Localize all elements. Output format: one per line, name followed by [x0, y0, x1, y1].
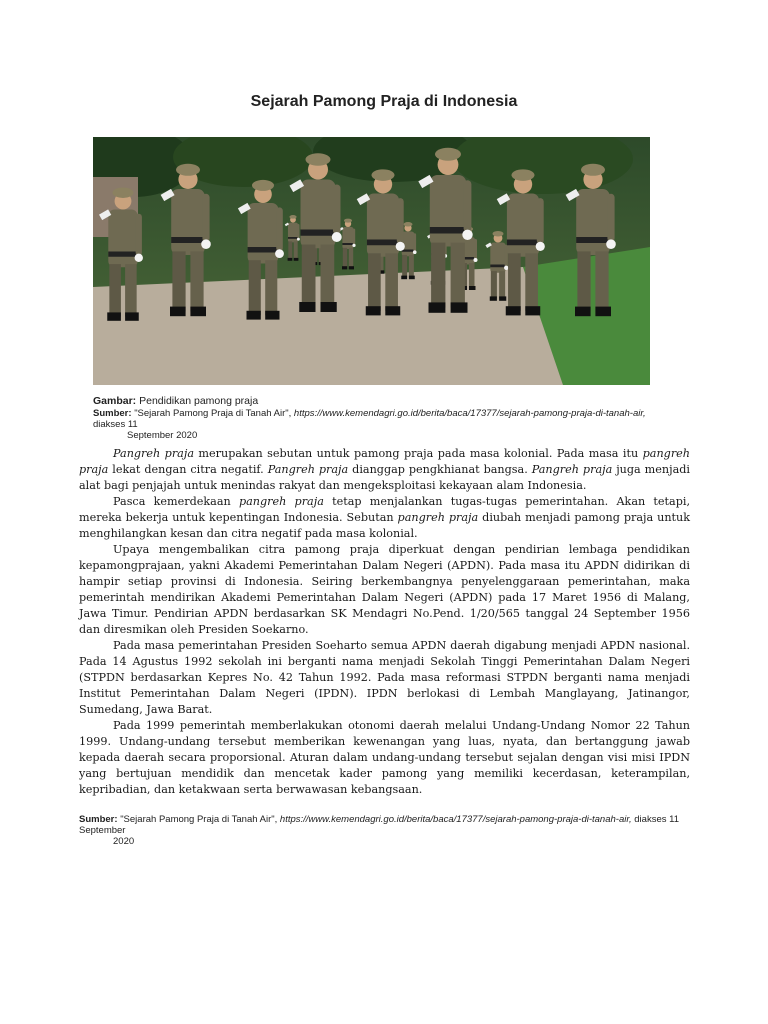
- footer-source-accessed: diakses 11 September: [79, 814, 679, 836]
- figure-caption: [93, 396, 673, 441]
- text-run: tetap menjalankan tugas-tugas pemerintahan. Akan tetapi, mereka bekerja untuk kepentingan Indonesia. Sebutan: [79, 495, 691, 524]
- text-run: Pasca kemerdekaan: [113, 495, 239, 508]
- document-title: Sejarah Pamong Praja di Indonesia: [250, 93, 518, 110]
- source-accessed-date: September 2020: [127, 430, 198, 441]
- footer-source: [79, 814, 694, 847]
- text-run: diubah menjadi pamong praja untuk menghilangkan kesan dan citra negatif pada masa kolonial.: [79, 511, 691, 540]
- source-url[interactable]: https://www.kemendagri.go.id/berita/baca/17377/sejarah-pamong-praja-di-tanah-air,: [293, 408, 646, 419]
- source-title: "Sejarah Pamong Praja di Tanah Air",: [134, 408, 292, 419]
- text-run: lekat dengan citra negatif.: [108, 463, 268, 476]
- paragraph-1: [79, 446, 690, 494]
- paragraph-3: Upaya mengembalikan citra pamong praja diperkuat dengan pendirian lembaga pendidikan kepamongprajaan, yakni Akademi Pemerintahan Dalam Negeri (APDN). Pada masa itu APDN didirikan di hampir setiap provinsi di Indonesia. Seiring berkembangnya penyelenggaraan pemerintahan, maka pemerintah mendirikan Akademi Pemerintahan Dalam Negeri (APDN) pada 17 Maret 1956 di Malang, Jawa Timur. Pendirian APDN berdasarkan SK Mendagri No.Pend. 1/20/565 tanggal 24 September 1956 dan diresmikan oleh Presiden Soekarno.: [79, 543, 690, 636]
- footer-source-year: 2020: [113, 836, 135, 847]
- text-run: juga menjadi alat bagi penjajah untuk menindas rakyat dan mengeksploitasi kekayaan alam Indonesia.: [79, 463, 690, 492]
- text-run: dianggap pengkhianat bangsa.: [348, 463, 532, 476]
- paragraph-4: Pada masa pemerintahan Presiden Soeharto semua APDN daerah digabung menjadi APDN nasional. Pada 14 Agustus 1992 sekolah ini berganti nama menjadi Sekolah Tinggi Pemerintahan Dalam Negeri (STPDN berdasarkan Kepres No. 42 Tahun 1992. Pada masa reformasi STPDN berganti nama menjadi Institut Pemerintahan Dalam Negeri (IPDN). IPDN berlokasi di Lembah Manglayang, Jatinangor, Sumedang, Jawa Barat.: [79, 639, 690, 716]
- paragraph-2: [79, 494, 690, 542]
- italic-term: Pangreh praja: [267, 463, 349, 476]
- source-label: Sumber:: [93, 408, 132, 419]
- source-accessed: diakses 11: [93, 419, 138, 430]
- text-run: merupakan sebutan untuk pamong praja pada masa kolonial. Pada masa itu: [194, 447, 643, 460]
- footer-source-line: [79, 814, 694, 836]
- marching-cadets-photo: [93, 137, 650, 385]
- footer-source-title: "Sejarah Pamong Praja di Tanah Air",: [120, 814, 278, 825]
- footer-source-url[interactable]: https://www.kemendagri.go.id/berita/baca/17377/sejarah-pamong-praja-di-tanah-air,: [279, 814, 632, 825]
- caption-text: Pendidikan pamong praja: [139, 395, 259, 407]
- footer-source-label: Sumber:: [79, 814, 118, 825]
- italic-term: Pangreh praja: [113, 447, 194, 460]
- italic-term: pangreh praja: [397, 511, 479, 524]
- paragraph-5: Pada 1999 pemerintah memberlakukan otonomi daerah melalui Undang-Undang Nomor 22 Tahun 1999. Undang-undang tersebut memberikan kewenangan yang luas, nyata, dan bertanggung jawab kepada daerah secara proporsional. Aturan dalam undang-undang tersebut sejalan dengan visi misi IPDN yang bertujuan mendidik dan mencetak kader pamong yang memiliki kecerdasan, keterampilan, kepribadian, dan ketakwaan serta berwawasan kebangsaan.: [79, 719, 690, 796]
- italic-term: pangreh praja: [238, 495, 324, 508]
- caption-label: Gambar:: [93, 395, 137, 407]
- caption-source: [93, 408, 673, 430]
- caption-line: [93, 396, 673, 407]
- italic-term: Pangreh praja: [531, 463, 613, 476]
- italic-term: pangreh praja: [79, 447, 691, 476]
- article-body: [79, 446, 690, 798]
